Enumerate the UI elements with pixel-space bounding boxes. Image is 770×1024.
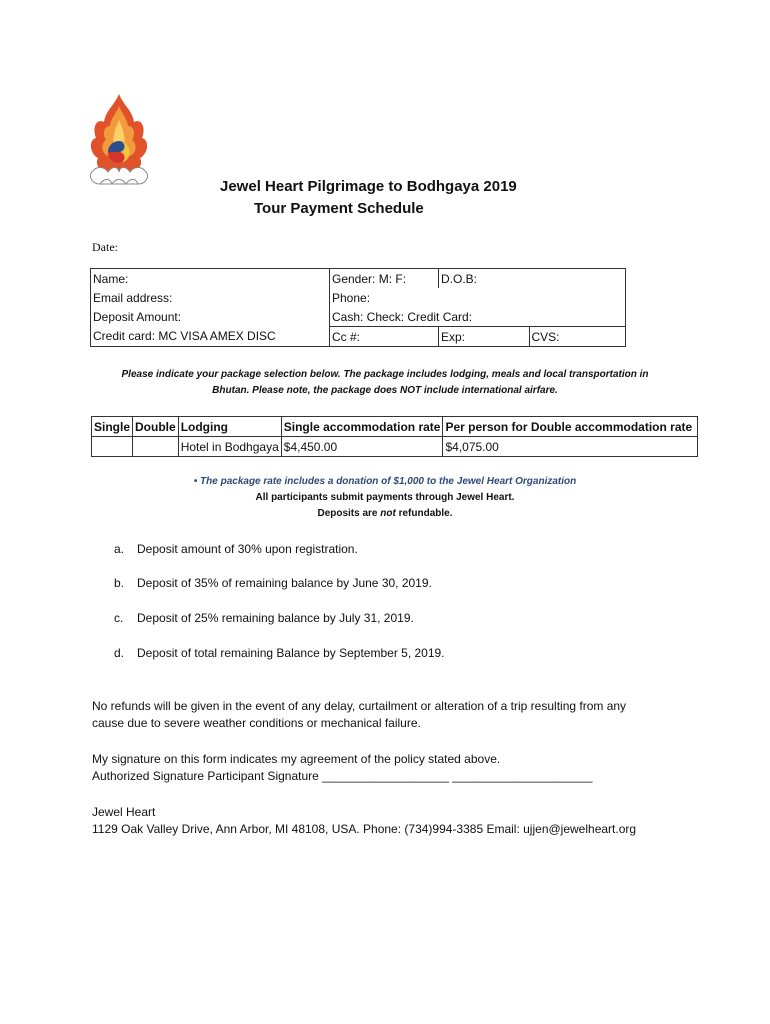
single-rate-cell: $4,450.00: [281, 437, 443, 457]
jewel-heart-flame-logo: [84, 92, 154, 192]
payments-note: All participants submit payments through Jewel Heart.: [255, 492, 515, 503]
header-lodging: Lodging: [178, 417, 281, 437]
schedule-text: Deposit of total remaining Balance by September 5, 2019.: [137, 646, 445, 660]
schedule-text: Deposit amount of 30% upon registration.: [137, 542, 358, 556]
schedule-text: Deposit of 35% of remaining balance by June 30, 2019.: [137, 576, 432, 590]
info-row: [91, 307, 626, 327]
email-field[interactable]: Email address:: [91, 288, 330, 307]
name-field[interactable]: Name:: [91, 269, 330, 289]
package-table: [91, 416, 698, 457]
schedule-item: [114, 576, 432, 590]
phone-field[interactable]: Phone:: [330, 288, 626, 307]
package-instructions: [90, 367, 680, 399]
schedule-marker: a.: [114, 542, 125, 556]
signature-statement: My signature on this form indicates my agreement of the policy stated above.: [92, 752, 501, 766]
title-line-1: Jewel Heart Pilgrimage to Bodhgaya 2019: [220, 178, 517, 195]
schedule-marker: c.: [114, 611, 124, 625]
expiry-field[interactable]: Exp:: [439, 327, 530, 347]
payment-method-field[interactable]: Cash: Check: Credit Card:: [330, 307, 626, 327]
instructions-line-1: Please indicate your package selection below. The package includes lodging, meals and local transportation in: [121, 369, 649, 380]
double-rate-cell: $4,075.00: [443, 437, 698, 457]
schedule-marker: d.: [114, 646, 125, 660]
credit-card-type-field[interactable]: Credit card: MC VISA AMEX DISC: [91, 327, 330, 347]
deposit-amount-field[interactable]: Deposit Amount:: [91, 307, 330, 327]
schedule-text: Deposit of 25% remaining balance by July 31, 2019.: [137, 611, 414, 625]
cvs-field[interactable]: CVS:: [529, 327, 626, 347]
info-row: [91, 269, 626, 289]
gender-field[interactable]: Gender: M: F:: [330, 269, 439, 289]
dob-field[interactable]: D.O.B:: [439, 269, 530, 289]
header-single: Single: [92, 417, 133, 437]
participant-info-table: [90, 268, 626, 347]
single-select-cell[interactable]: [92, 437, 133, 457]
refund-policy-line-2: cause due to severe weather conditions or mechanical failure.: [92, 716, 421, 730]
header-double: Double: [133, 417, 179, 437]
package-row: [92, 437, 698, 457]
schedule-item: [114, 542, 358, 556]
donation-note: • The package rate includes a donation of $1,000 to the Jewel Heart Organization: [193, 476, 577, 487]
contact-block: [92, 804, 636, 838]
info-row: [91, 288, 626, 307]
info-cell: [529, 269, 626, 289]
signature-line[interactable]: Authorized Signature Participant Signature ___________________ _____________________: [92, 769, 593, 783]
title-line-2: Tour Payment Schedule: [254, 200, 424, 217]
header-double-rate: Per person for Double accommodation rate: [443, 417, 698, 437]
lodging-cell: Hotel in Bodhgaya: [178, 437, 281, 457]
contact-org: Jewel Heart: [92, 805, 156, 819]
deposit-note: [90, 508, 680, 519]
contact-address: 1129 Oak Valley Drive, Ann Arbor, MI 48108, USA. Phone: (734)994-3385 Email: ujjen@jewelheart.org: [92, 822, 637, 836]
refund-policy: [92, 698, 626, 732]
package-header-row: [92, 417, 698, 437]
double-select-cell[interactable]: [133, 437, 179, 457]
date-label: Date:: [92, 240, 118, 254]
deposit-note-emphasis: not: [380, 508, 396, 519]
schedule-item: [114, 611, 414, 625]
deposit-note-suffix: refundable.: [395, 508, 453, 519]
refund-policy-line-1: No refunds will be given in the event of any delay, curtailment or alteration of a trip resulting from any: [92, 699, 627, 713]
info-row: [91, 327, 626, 347]
schedule-item: [114, 646, 445, 660]
header-single-rate: Single accommodation rate: [281, 417, 443, 437]
signature-section: [92, 751, 592, 785]
deposit-note-prefix: Deposits are: [317, 508, 381, 519]
card-number-field[interactable]: Cc #:: [330, 327, 439, 347]
instructions-line-2: Bhutan. Please note, the package does NOT include international airfare.: [212, 385, 558, 396]
schedule-marker: b.: [114, 576, 125, 590]
